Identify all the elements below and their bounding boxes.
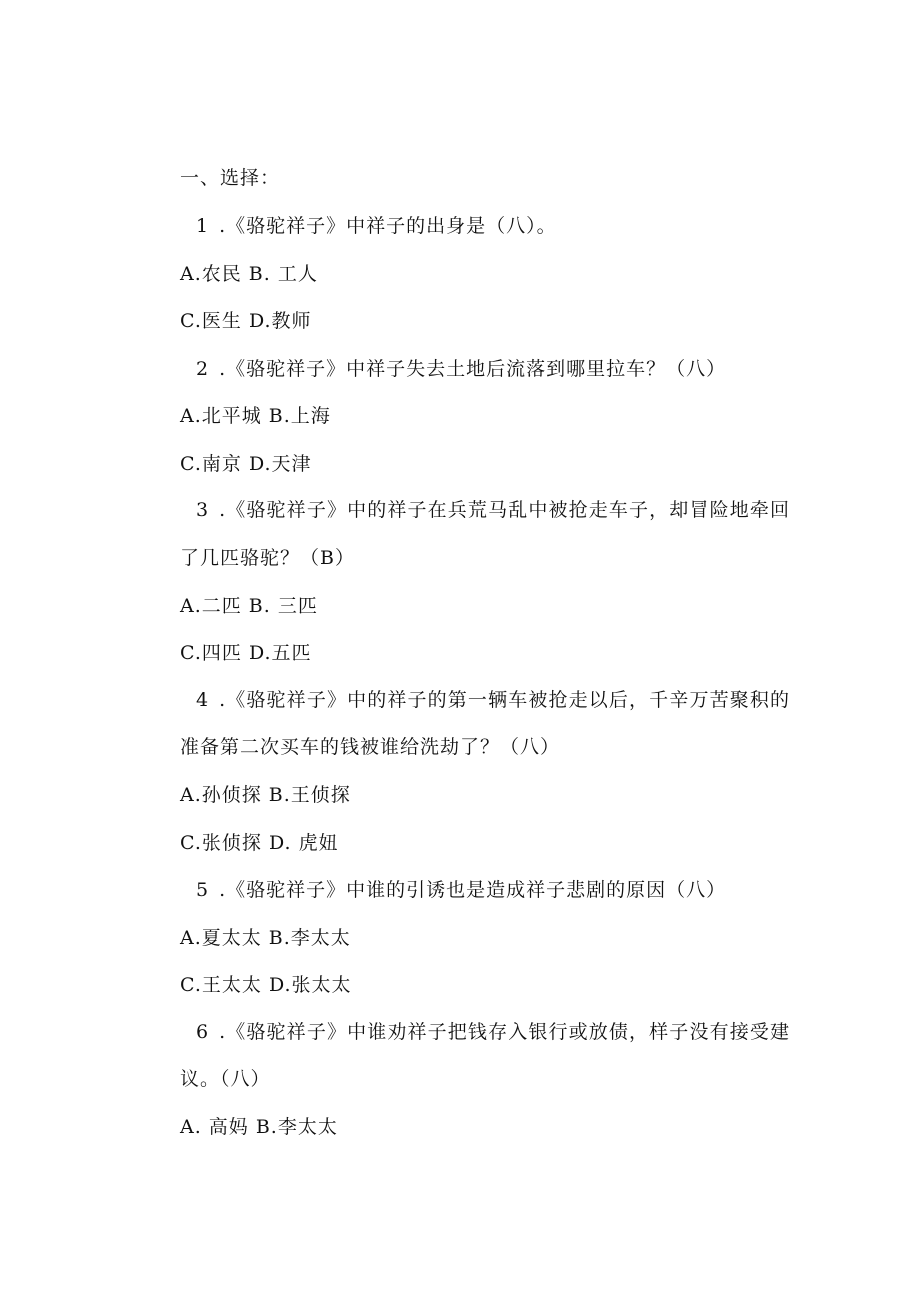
question-number: 6 [196, 1020, 210, 1043]
question-6 [180, 1009, 790, 1104]
option-row: A.农民 B. 工人 [180, 262, 318, 285]
question-3 [180, 487, 790, 582]
option-row: C.四匹 D.五匹 [180, 642, 312, 664]
question-text: .《骆驼祥子》中谁的引诱也是造成祥子悲剧的原因（八） [219, 879, 727, 901]
section-heading: 一、选择： [180, 167, 281, 189]
question-number: 1 [196, 215, 210, 237]
option-row: A.北平城 B.上海 [180, 405, 331, 427]
document-body [180, 166, 790, 1163]
question-5 [180, 878, 790, 902]
option-row: A.夏太太 B.李太太 [180, 926, 351, 949]
option-row: A. 高妈 B.李太太 [180, 1116, 338, 1138]
question-text: .《骆驼祥子》中祥子的出身是（八）。 [219, 215, 557, 237]
question-1 [180, 214, 790, 238]
option-row: C.张侦探 D. 虎妞 [180, 831, 339, 854]
option-row: C.王太太 D.张太太 [180, 974, 352, 996]
option-row: A.孙侦探 B.王侦探 [180, 784, 351, 806]
question-text: .《骆驼祥子》中祥子失去土地后流落到哪里拉车？（八） [219, 357, 727, 380]
option-row: C.医生 D.教师 [180, 310, 312, 332]
question-number: 2 [196, 357, 210, 380]
question-number: 4 [196, 688, 210, 711]
question-2 [180, 357, 790, 381]
question-text: .《骆驼祥子》中的祥子的第一辆车被抢走以后，千辛万苦聚积的准备第二次买车的钱被谁给洗劫了？（八） [180, 688, 790, 758]
option-row: C.南京 D.天津 [180, 452, 312, 475]
question-4 [180, 677, 790, 772]
question-text: .《骆驼祥子》中的祥子在兵荒马乱中被抢走车子，却冒险地牵回了几匹骆驼？（B） [180, 499, 790, 569]
question-number: 5 [196, 879, 210, 901]
question-number: 3 [196, 499, 210, 521]
question-text: .《骆驼祥子》中谁劝祥子把钱存入银行或放债，样子没有接受建议。（八） [180, 1020, 790, 1090]
option-row: A.二匹 B. 三匹 [180, 594, 318, 617]
